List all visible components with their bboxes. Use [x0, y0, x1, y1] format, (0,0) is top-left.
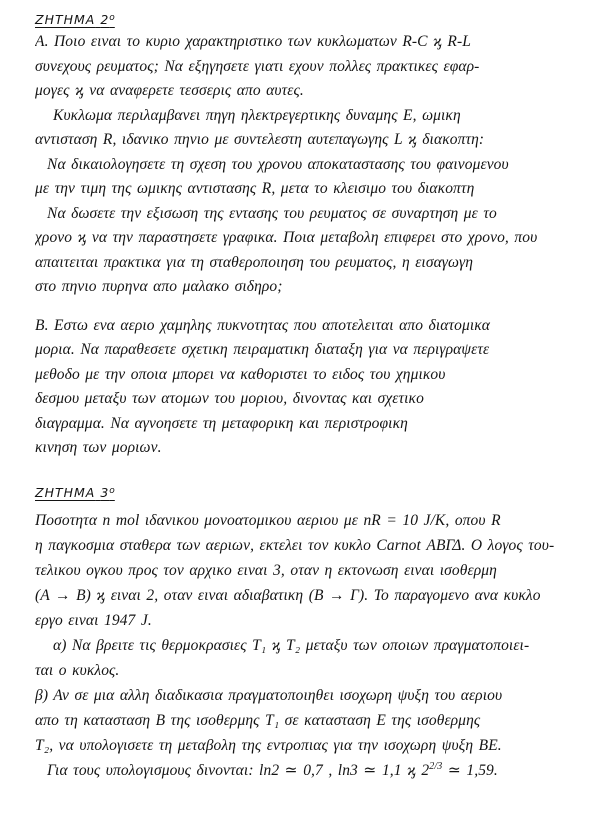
text-line: αντισταση R, ιδανικο πηνιο με συντελεστη αυτεπαγωγης L ϗ διακοπτη: [35, 131, 485, 148]
problem-3-body [35, 508, 575, 783]
problem-3-heading [35, 481, 575, 501]
problem-2-part-a [35, 30, 575, 300]
text-line: (Α → Β) ϗ ειναι 2, οταν ειναι αδιαβατικη (Β → Γ). Το παραγομενο ανα κυκλο [35, 586, 541, 604]
problem-2-heading [35, 8, 575, 28]
given-values-tail: ≃ 1,59. [442, 761, 498, 779]
text-line: μογες ϗ να αναφερετε τεσσερις απο αυτες. [35, 82, 304, 99]
text-line: απαιτειται πρακτικα για τη σταθεροποιηση του ρευματος, η εισαγωγη [35, 253, 474, 271]
text-line: Α. Ποιο ειναι το κυριο χαρακτηριστικο των κυκλωματων R-C ϗ R-L [35, 33, 471, 50]
text-line: εργο ειναι 1947 J. [35, 611, 152, 629]
text-line: Κυκλωμα περιλαμβανει πηγη ηλεκτρεγερτικης δυναμης Ε, ωμικη [53, 106, 461, 124]
given-values-text: Για τους υπολογισμους δινονται: ln2 ≃ 0,7 , ln3 ≃ 1,1 ϗ 2 [47, 761, 430, 779]
text-line: χρονο ϗ να την παραστησετε γραφικα. Ποια μεταβολη επιφερει στο χρονο, που [35, 229, 538, 246]
problem-3-heading-ordinal: ο [109, 485, 115, 496]
text-line: συνεχους ρευματος; Να εξηγησετε γιατι εχουν πολλες πρακτικες εφαρ- [35, 57, 480, 75]
text-line: ται ο κυκλος. [35, 661, 120, 679]
text-line: η παγκοσμια σταθερα των αεριων, εκτελει τον κυκλο Carnot ΑΒΓΔ. Ο λογος του- [35, 536, 555, 554]
given-exponent: 2/3 [429, 760, 443, 772]
text-line: Ποσοτητα n mol ιδανικου μονοατομικου αεριου με nR = 10 J/K, οπου R [35, 511, 501, 529]
text-line: Β. Εστω ενα αεριο χαμηλης πυκνοτητας που αποτελειται απο διατομικα [35, 316, 491, 334]
text-line: μεθοδο με την οποια μπορει να καθοριστει το ειδος του χημικου [35, 365, 446, 383]
given-values-line [35, 758, 575, 783]
text-line: μορια. Να παραθεσετε σχετικη πειραματικη διαταξη για να περιγραψετε [35, 341, 490, 358]
text-line: τελικου ογκου προς τον αρχικο ειναι 3, οταν η εκτονωση ειναι ισοθερμη [35, 561, 497, 579]
problem-3-heading-word: ΖΗΤΗΜΑ [35, 484, 96, 500]
text-line: κινηση των μοριων. [35, 439, 162, 456]
text-line: απο τη κατασταση Β της ισοθερμης T₁ σε κατασταση Ε της ισοθερμης [35, 711, 481, 729]
text-line: διαγραμμα. Να αγνοησετε τη μεταφορικη και περιστροφικη [35, 414, 408, 432]
problem-2-part-b [35, 314, 575, 461]
problem-2-heading-number: 2 [100, 12, 110, 27]
text-line: Να δικαιολογησετε τη σχεση του χρονου αποκαταστασης του φαινομενου [47, 155, 509, 173]
text-line: Να δωσετε την εξισωση της εντασης του ρευματος σε συναρτηση με το [47, 204, 497, 222]
text-line: με την τιμη της ωμικης αντιστασης R, μετα το κλεισιμο του διακοπτη [35, 180, 475, 197]
text-line: α) Να βρειτε τις θερμοκρασιες T₁ ϗ T₂ μεταξυ των οποιων πραγματοποιει- [53, 636, 530, 654]
text-line: δεσμου μεταξυ των ατομων του μοριου, δινοντας και σχετικο [35, 390, 424, 407]
problem-2-heading-word: ΖΗΤΗΜΑ [35, 12, 96, 27]
text-line: β) Αν σε μια αλλη διαδικασια πραγματοποιηθει ισοχωρη ψυξη του αεριου [35, 686, 503, 704]
problem-3-heading-number: 3 [100, 484, 110, 500]
text-line: στο πηνιο πυρηνα απο μαλακο σιδηρο; [35, 278, 283, 295]
exam-page [35, 8, 575, 783]
text-line: T₂, να υπολογισετε τη μεταβολη της εντροπιας για την ισοχωρη ψυξη ΒΕ. [35, 736, 502, 754]
problem-2-heading-ordinal: ο [109, 13, 115, 23]
